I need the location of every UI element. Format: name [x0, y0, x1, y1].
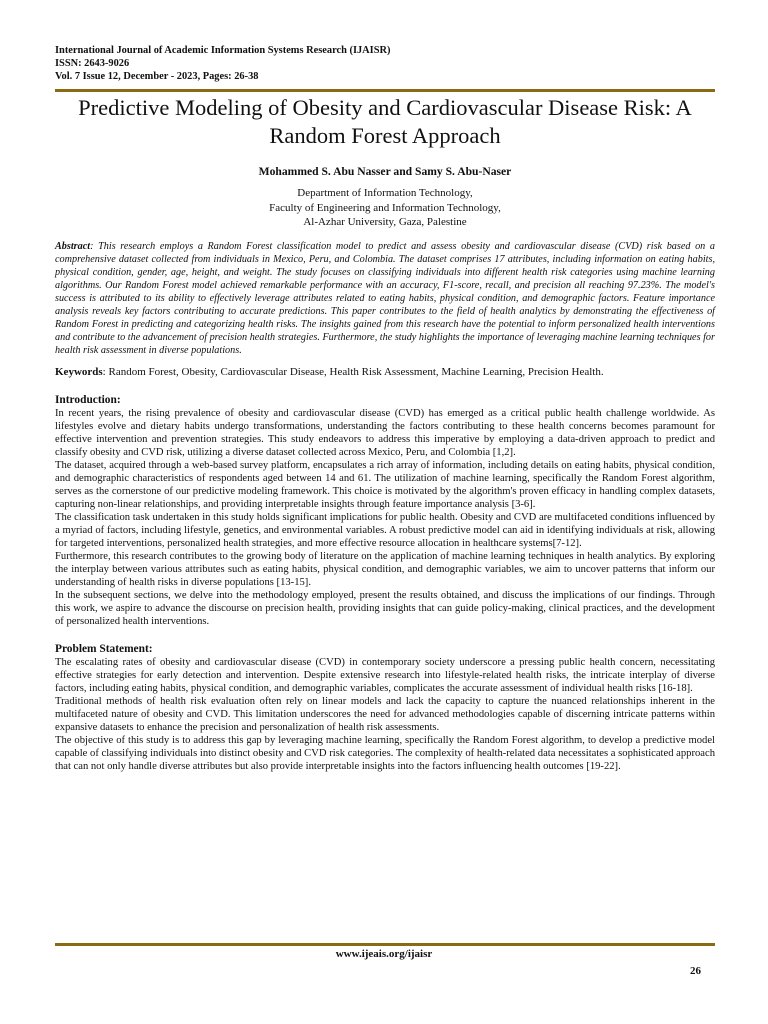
keywords-text: : Random Forest, Obesity, Cardiovascular Disease, Health Risk Assessment, Machine Learning, Precision Health.: [102, 365, 604, 378]
paragraph: In recent years, the rising prevalence of obesity and cardiovascular disease (CVD) has emerged as a critical public health challenge worldwide. As lifestyles evolve and dietary habits undergo transformations, understanding the factors contributing to these health concerns becomes paramount for effective intervention and prevention strategies. This study endeavors to address this imperative by employing a data-driven approach to predict and classify obesity and CVD risk, utilizing a diverse dataset collected across Mexico, Peru, and Colombia [1,2].: [55, 407, 715, 458]
paragraph: The objective of this study is to address this gap by leveraging machine learning, specifically the Random Forest algorithm, to develop a predictive model capable of classifying individuals into distinct obesity and CVD risk categories. The complexity of health-related data necessitates a sophisticated approach that can not only handle diverse attributes but also provide interpretable insights into the factors influencing health outcomes [19-22].: [55, 734, 715, 772]
problem-statement-heading: Problem Statement:: [55, 642, 153, 655]
footer-url[interactable]: www.ijeais.org/ijaisr: [335, 948, 433, 960]
paragraph: Furthermore, this research contributes to the growing body of literature on the application of machine learning techniques in health analytics. By exploring the interplay between various attributes such as eating habits, physical condition, and demographic variables, we aim to uncover patterns that inform our understanding of health risks in diverse populations [13-15].: [55, 550, 715, 588]
keywords-label: Keywords: [55, 365, 103, 378]
paragraph: Traditional methods of health risk evaluation often rely on linear models and lack the capacity to capture the nuanced relationships inherent in the multifaceted nature of obesity and CVD. This limitation underscores the need for advanced methodologies capable of discerning intricate patterns within expansive datasets to enhance the precision and personalization of health risk assessments.: [55, 695, 715, 733]
paper-title: Predictive Modeling of Obesity and Cardiovascular Disease Risk: A Random Forest Approach: [78, 95, 692, 148]
header-rule: [55, 89, 715, 92]
paragraph: The classification task undertaken in this study holds significant implications for public health. Obesity and CVD are multifaceted conditions influenced by a myriad of factors, including lifestyle, genetics, and environmental variables. A robust predictive model can aid in identifying individuals at risk, allowing for targeted interventions, personalized health strategies, and more effective resource allocation in healthcare systems[7-12].: [55, 511, 715, 549]
affiliation-line: Al-Azhar University, Gaza, Palestine: [303, 216, 467, 229]
abstract: [55, 240, 715, 357]
paper-page: [55, 44, 715, 773]
abstract-text: : This research employs a Random Forest classification model to predict and assess obesity and cardiovascular disease (CVD) risk based on a comprehensive dataset collected from individuals in Mexico, Peru, and Colombia. The dataset comprises 17 attributes, including information on eating habits, physical condition, gender, age, height, and weight. The study focuses on classifying individuals into different health risk categories using machine learning algorithms. Our Random Forest model achieved remarkable performance with an accuracy, F1-score, recall, and precision all reaching 97.23%. The model's success is attributed to its ability to effectively leverage attributes related to eating habits, physical condition, and demographic factors. Feature importance analysis reveals key factors contributing to accurate predictions. This paper contributes to the field of health analytics by demonstrating the effectiveness of Random Forest in predicting and categorizing health risks. The insights gained from this research have the potential to inform personalized health interventions and contribute to the advancement of precision health strategies. Furthermore, the study highlights the importance of leveraging machine learning techniques for health risk assessment in diverse populations.: [55, 240, 715, 356]
page-number: 26: [690, 965, 701, 977]
introduction-heading: Introduction:: [55, 393, 121, 406]
paper-authors: Mohammed S. Abu Nasser and Samy S. Abu-Naser: [258, 165, 512, 179]
abstract-label: Abstract: [55, 240, 91, 252]
introduction-body: [55, 407, 715, 628]
problem-statement-body: [55, 656, 715, 773]
affiliation: [55, 186, 715, 230]
journal-issn: ISSN: 2643-9026: [55, 58, 130, 69]
affiliation-line: Faculty of Engineering and Information Technology,: [269, 201, 501, 214]
footer-rule: [55, 943, 715, 946]
paragraph: In the subsequent sections, we delve into the methodology employed, present the results obtained, and discuss the implications of our findings. Through this work, we aspire to advance the discourse on precision health, providing insights that can guide policy-making, clinical practices, and the development of personalized health interventions.: [55, 589, 715, 627]
journal-volume: Vol. 7 Issue 12, December - 2023, Pages: 26-38: [55, 71, 259, 82]
keywords: [55, 365, 715, 379]
affiliation-line: Department of Information Technology,: [297, 187, 473, 200]
paragraph: The dataset, acquired through a web-based survey platform, encapsulates a rich array of information, including details on eating habits, physical condition, and demographic characteristics of respondents aged between 14 and 61. The utilization of machine learning, specifically the Random Forest algorithm, serves as the cornerstone of our predictive modeling framework. This choice is motivated by the algorithm's proven efficacy in handling complex datasets, capturing non-linear relationships, and providing interpretable insights through feature importance analysis [3-6].: [55, 459, 715, 510]
journal-name: International Journal of Academic Information Systems Research (IJAISR): [55, 45, 391, 56]
journal-header: [55, 44, 715, 83]
paragraph: The escalating rates of obesity and cardiovascular disease (CVD) in contemporary society underscore a pressing public health concern, necessitating effective strategies for early detection and intervention. Despite extensive research into lifestyle-related health risks, the intricate interplay of diverse factors, including eating habits, physical condition, and demographic variables, complicates the accurate assessment of individual health risks [16-18].: [55, 656, 715, 694]
